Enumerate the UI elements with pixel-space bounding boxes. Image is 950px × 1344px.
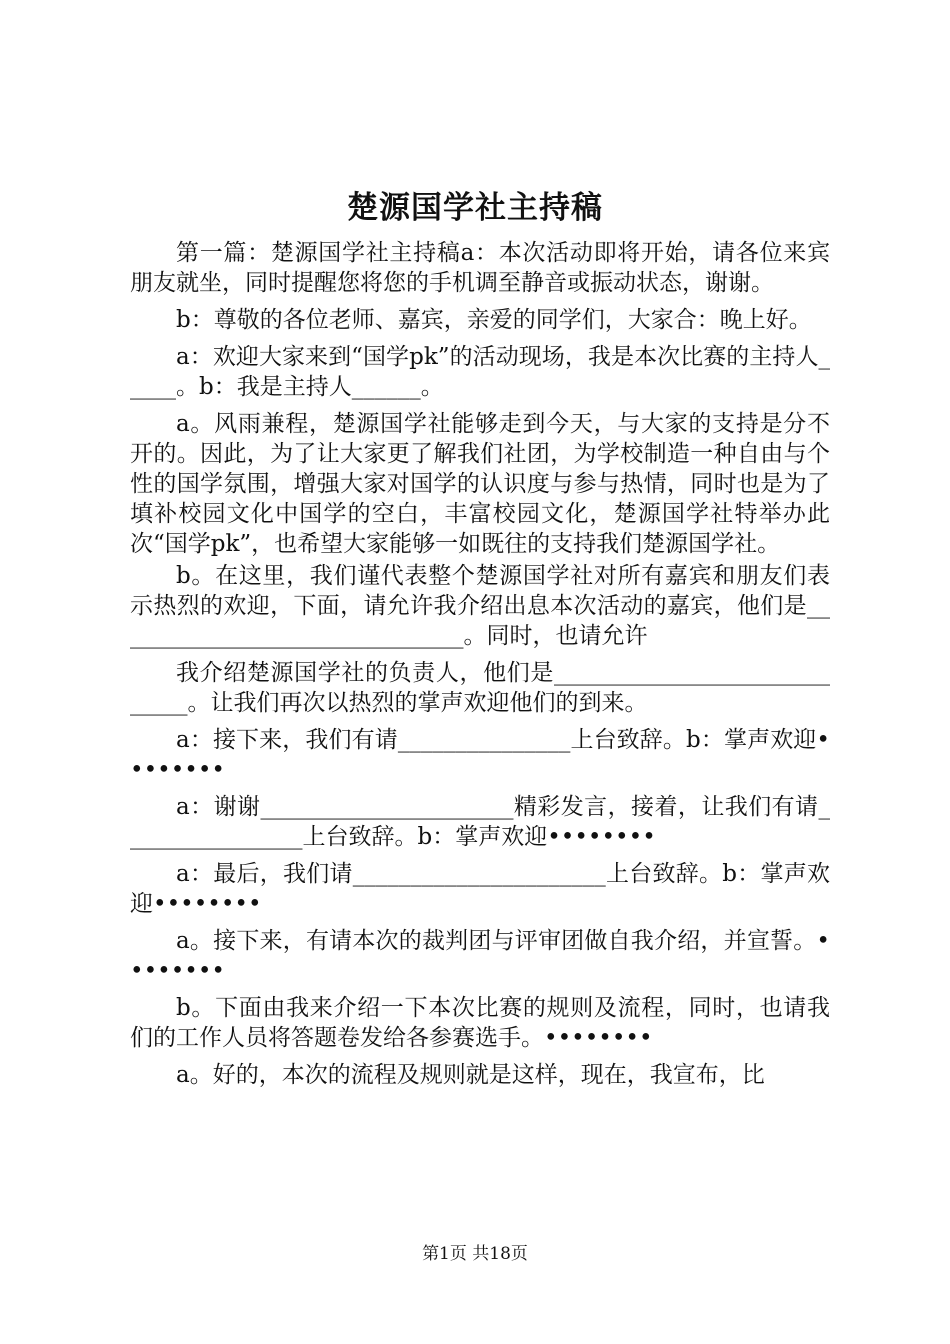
paragraph-11: b。下面由我来介绍一下本次比赛的规则及流程，同时，也请我们的工作人员将答题卷发给各参赛选手。•••••••• xyxy=(130,995,830,1051)
paragraph-12: a。好的，本次的流程及规则就是这样，现在，我宣布，比 xyxy=(176,1062,765,1088)
paragraph-9: a：最后，我们请______________________上台致辞。b：掌声欢迎•••••••• xyxy=(130,861,830,917)
paragraph-8: a：谢谢______________________精彩发言，接着，让我们有请________________上台致辞。b：掌声欢迎•••••••• xyxy=(130,794,830,850)
document-title: 楚源国学社主持稿 xyxy=(347,190,603,226)
page-footer: 第1页 共18页 xyxy=(422,1244,528,1264)
paragraph-5: b。在这里，我们谨代表整个楚源国学社对所有嘉宾和朋友们表示热烈的欢迎，下面，请允许我介绍出息本次活动的嘉宾，他们是_______________________________。同时，也请允许 xyxy=(130,563,830,649)
paragraph-4: a。风雨兼程，楚源国学社能够走到今天，与大家的支持是分不开的。因此，为了让大家更了解我们社团，为学校制造一种自由与个性的国学氛围，增强大家对国学的认识度与参与热情，同时也是为了填补校园文化中国学的空白，丰富校园文化，楚源国学社特举办此次“国学pk”，也希望大家能够一如既往的支持我们楚源国学社。 xyxy=(130,411,830,557)
paragraph-10: a。接下来，有请本次的裁判团与评审团做自我介绍，并宣誓。•••••••• xyxy=(130,928,830,984)
paragraph-1: 第一篇：楚源国学社主持稿a：本次活动即将开始，请各位来宾朋友就坐，同时提醒您将您的手机调至静音或振动状态，谢谢。 xyxy=(130,240,830,296)
paragraph-3: a：欢迎大家来到“国学pk”的活动现场，我是本次比赛的主持人_____。b：我是主持人______。 xyxy=(130,344,830,400)
paragraph-7: a：接下来，我们有请_______________上台致辞。b：掌声欢迎•••••••• xyxy=(130,727,830,783)
paragraph-6: 我介绍楚源国学社的负责人，他们是_____________________________。让我们再次以热烈的掌声欢迎他们的到来。 xyxy=(130,660,830,716)
document-body xyxy=(130,238,830,1090)
paragraph-2: b：尊敬的各位老师、嘉宾，亲爱的同学们，大家合：晚上好。 xyxy=(176,307,812,333)
